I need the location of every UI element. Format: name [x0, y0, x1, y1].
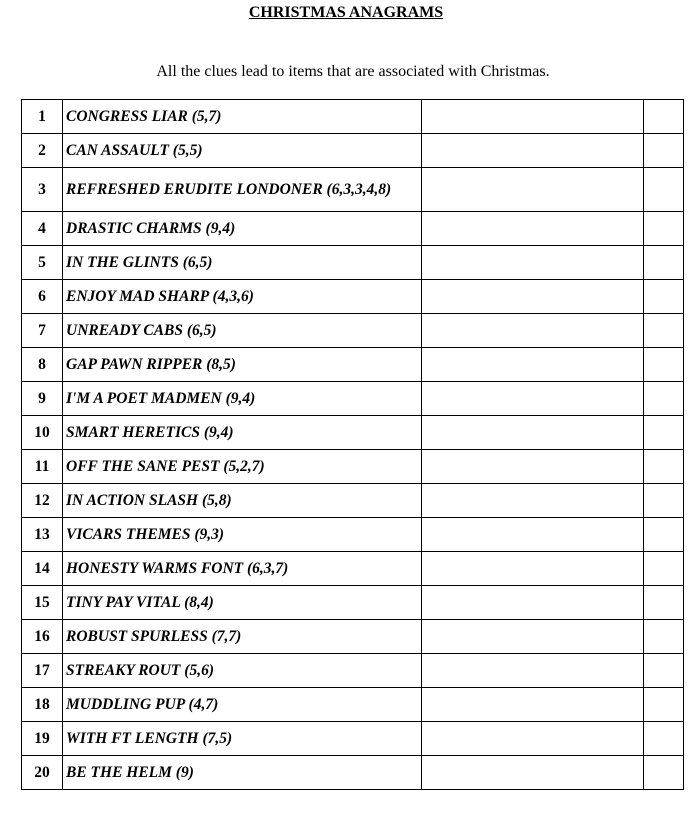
table-row	[22, 552, 684, 586]
clue-number: 2	[22, 134, 63, 168]
answer-cell[interactable]	[422, 416, 644, 450]
clue-text: GAP PAWN RIPPER (8,5)	[63, 348, 422, 382]
check-cell[interactable]	[644, 382, 684, 416]
check-cell[interactable]	[644, 280, 684, 314]
clue-number: 9	[22, 382, 63, 416]
check-cell[interactable]	[644, 722, 684, 756]
clue-text: I'M A POET MADMEN (9,4)	[63, 382, 422, 416]
clue-number: 15	[22, 586, 63, 620]
table-row	[22, 586, 684, 620]
anagram-table-body	[22, 100, 684, 790]
clue-number: 19	[22, 722, 63, 756]
check-cell[interactable]	[644, 246, 684, 280]
check-cell[interactable]	[644, 416, 684, 450]
clue-text: CONGRESS LIAR (5,7)	[63, 100, 422, 134]
table-row	[22, 382, 684, 416]
answer-cell[interactable]	[422, 518, 644, 552]
clue-text: BE THE HELM (9)	[63, 756, 422, 790]
clue-number: 16	[22, 620, 63, 654]
check-cell[interactable]	[644, 100, 684, 134]
document-subtitle: All the clues lead to items that are associated with Christmas.	[156, 63, 550, 80]
clue-text: SMART HERETICS (9,4)	[63, 416, 422, 450]
table-row	[22, 620, 684, 654]
answer-cell[interactable]	[422, 688, 644, 722]
document-title: CHRISTMAS ANAGRAMS	[248, 4, 444, 21]
clue-text: OFF THE SANE PEST (5,2,7)	[63, 450, 422, 484]
answer-cell[interactable]	[422, 484, 644, 518]
clue-text: HONESTY WARMS FONT (6,3,7)	[63, 552, 422, 586]
answer-cell[interactable]	[422, 586, 644, 620]
check-cell[interactable]	[644, 654, 684, 688]
table-row	[22, 756, 684, 790]
anagram-table	[21, 99, 684, 790]
clue-number: 13	[22, 518, 63, 552]
check-cell[interactable]	[644, 518, 684, 552]
clue-text: WITH FT LENGTH (7,5)	[63, 722, 422, 756]
clue-text: DRASTIC CHARMS (9,4)	[63, 212, 422, 246]
table-row	[22, 168, 684, 212]
answer-cell[interactable]	[422, 654, 644, 688]
table-row	[22, 484, 684, 518]
clue-number: 4	[22, 212, 63, 246]
table-row	[22, 348, 684, 382]
clue-text: REFRESHED ERUDITE LONDONER (6,3,3,4,8)	[63, 168, 422, 212]
table-row	[22, 280, 684, 314]
check-cell[interactable]	[644, 620, 684, 654]
answer-cell[interactable]	[422, 722, 644, 756]
answer-cell[interactable]	[422, 450, 644, 484]
clue-text: UNREADY CABS (6,5)	[63, 314, 422, 348]
check-cell[interactable]	[644, 552, 684, 586]
clue-text: CAN ASSAULT (5,5)	[63, 134, 422, 168]
check-cell[interactable]	[644, 688, 684, 722]
check-cell[interactable]	[644, 450, 684, 484]
check-cell[interactable]	[644, 484, 684, 518]
answer-cell[interactable]	[422, 756, 644, 790]
clue-text: ENJOY MAD SHARP (4,3,6)	[63, 280, 422, 314]
clue-number: 14	[22, 552, 63, 586]
clue-text: STREAKY ROUT (5,6)	[63, 654, 422, 688]
clue-number: 3	[22, 168, 63, 212]
table-row	[22, 688, 684, 722]
table-row	[22, 654, 684, 688]
check-cell[interactable]	[644, 756, 684, 790]
check-cell[interactable]	[644, 212, 684, 246]
clue-number: 8	[22, 348, 63, 382]
clue-number: 1	[22, 100, 63, 134]
table-row	[22, 100, 684, 134]
clue-number: 20	[22, 756, 63, 790]
answer-cell[interactable]	[422, 280, 644, 314]
answer-cell[interactable]	[422, 212, 644, 246]
clue-number: 6	[22, 280, 63, 314]
answer-cell[interactable]	[422, 246, 644, 280]
table-row	[22, 518, 684, 552]
check-cell[interactable]	[644, 314, 684, 348]
answer-cell[interactable]	[422, 134, 644, 168]
clue-number: 10	[22, 416, 63, 450]
clue-number: 18	[22, 688, 63, 722]
clue-number: 12	[22, 484, 63, 518]
answer-cell[interactable]	[422, 100, 644, 134]
answer-cell[interactable]	[422, 620, 644, 654]
answer-cell[interactable]	[422, 314, 644, 348]
clue-text: TINY PAY VITAL (8,4)	[63, 586, 422, 620]
clue-text: ROBUST SPURLESS (7,7)	[63, 620, 422, 654]
answer-cell[interactable]	[422, 348, 644, 382]
table-row	[22, 246, 684, 280]
table-row	[22, 314, 684, 348]
clue-number: 17	[22, 654, 63, 688]
check-cell[interactable]	[644, 348, 684, 382]
answer-cell[interactable]	[422, 382, 644, 416]
check-cell[interactable]	[644, 134, 684, 168]
clue-number: 11	[22, 450, 63, 484]
clue-text: IN ACTION SLASH (5,8)	[63, 484, 422, 518]
clue-text: VICARS THEMES (9,3)	[63, 518, 422, 552]
answer-cell[interactable]	[422, 168, 644, 212]
clue-text: IN THE GLINTS (6,5)	[63, 246, 422, 280]
table-row	[22, 416, 684, 450]
table-row	[22, 722, 684, 756]
table-row	[22, 212, 684, 246]
table-row	[22, 450, 684, 484]
clue-number: 5	[22, 246, 63, 280]
answer-cell[interactable]	[422, 552, 644, 586]
clue-text: MUDDLING PUP (4,7)	[63, 688, 422, 722]
check-cell[interactable]	[644, 586, 684, 620]
check-cell[interactable]	[644, 168, 684, 212]
table-row	[22, 134, 684, 168]
clue-number: 7	[22, 314, 63, 348]
